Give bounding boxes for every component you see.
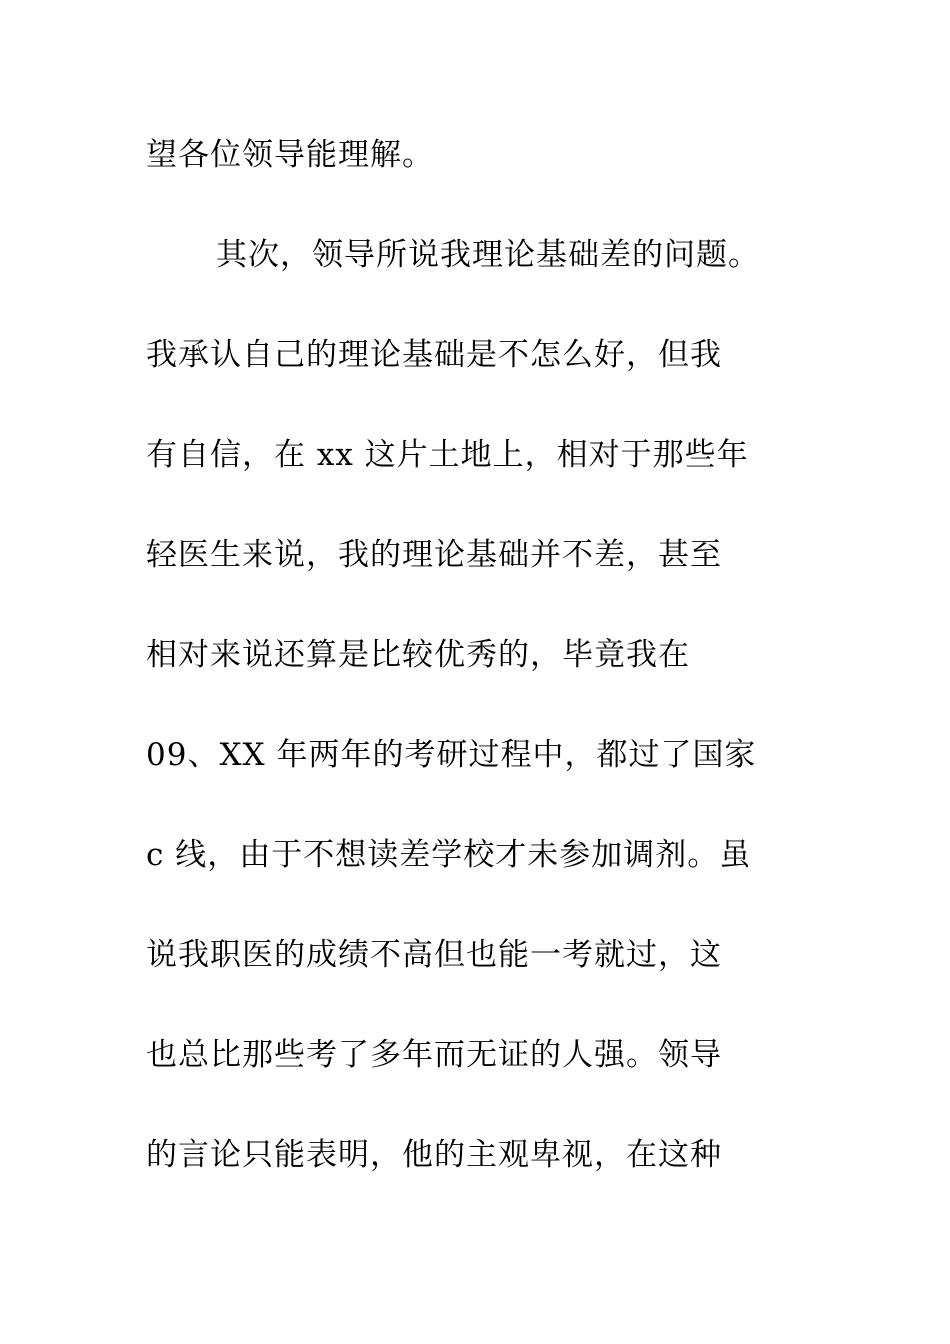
text-line: 望各位领导能理解。 xyxy=(146,137,434,173)
text-line: 其次，领导所说我理论基础差的问题。 xyxy=(216,237,760,273)
text-line: 也总比那些考了多年而无证的人强。领导 xyxy=(146,1037,722,1073)
document-body xyxy=(146,124,826,1224)
text-line: 说我职医的成绩不高但也能一考就过，这 xyxy=(146,937,722,973)
text-line: 的言论只能表明，他的主观卑视，在这种 xyxy=(146,1137,722,1173)
text-line: 09、XX 年两年的考研过程中，都过了国家 xyxy=(146,737,757,773)
text-line: 轻医生来说，我的理论基础并不差，甚至 xyxy=(146,537,722,573)
text-line: c 线，由于不想读差学校才未参加调剂。虽 xyxy=(146,837,752,873)
text-line: 我承认自己的理论基础是不怎么好，但我 xyxy=(146,337,722,373)
text-line: 相对来说还算是比较优秀的，毕竟我在 xyxy=(146,637,690,673)
text-line: 有自信，在 xx 这片土地上，相对于那些年 xyxy=(146,437,749,473)
